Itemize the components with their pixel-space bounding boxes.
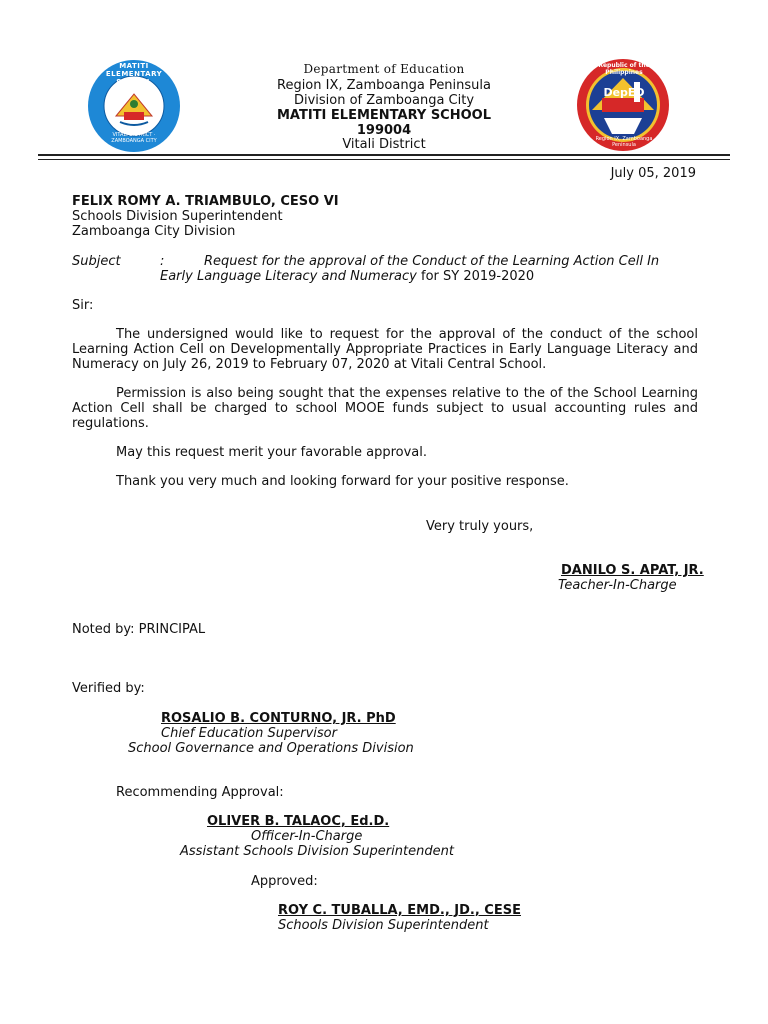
approver-name: ROY C. TUBALLA, EMD., JD., CESE — [278, 903, 521, 918]
header-rule-thick — [38, 154, 730, 156]
body-paragraph-3: May this request merit your favorable approval. — [116, 445, 428, 460]
subject-line-1: Request for the approval of the Conduct of the Learning Action Cell In — [204, 254, 660, 269]
approved-label: Approved: — [251, 874, 318, 889]
recipient-office: Zamboanga City Division — [72, 224, 236, 239]
recommender-title-1: Officer-In-Charge — [251, 829, 363, 844]
subject-line-2 — [160, 269, 534, 284]
recommender-title-2: Assistant Schools Division Superintendent — [180, 844, 454, 859]
verifier-title-2: School Governance and Operations Division — [128, 741, 414, 756]
verifier-name: ROSALIO B. CONTURNO, JR. PhD — [161, 711, 396, 726]
subject-line-2-italic: Early Language Literacy and Numeracy — [160, 269, 417, 284]
right-seal-deped-text: DepED — [603, 86, 645, 99]
salutation: Sir: — [72, 298, 94, 313]
body-paragraph-2: Permission is also being sought that the expenses relative to the of the School Learning Action Cell shall be charged to school MOOE funds subject to usual accounting rules and regulations. — [72, 386, 698, 431]
sender-name: DANILO S. APAT, JR. — [561, 563, 704, 578]
left-seal-subtext: VITALI DISTRICT · ZAMBOANGA CITY — [111, 132, 157, 144]
right-seal-ring-text: Republic of the Philippines — [598, 62, 650, 76]
recommender-name: OLIVER B. TALAOC, Ed.D. — [207, 814, 390, 829]
subject-label: Subject — [72, 254, 121, 269]
verifier-title-1: Chief Education Supervisor — [161, 726, 337, 741]
noted-by: Noted by: PRINCIPAL — [72, 622, 206, 637]
department-heading: Department of Education — [303, 62, 465, 76]
approver-title: Schools Division Superintendent — [278, 918, 489, 933]
body-paragraph-1: The undersigned would like to request for the approval of the conduct of the school Learning Action Cell on Developmentally Appropriate Practices in Early Language Literacy and Numeracy on July 26, 2019 to February 07, 2020 at Vitali Central School. — [72, 327, 698, 372]
right-seal-bottom-text: Region IX, Zamboanga Peninsula — [595, 136, 653, 148]
district-line: Vitali District — [342, 137, 426, 152]
recommending-label: Recommending Approval: — [116, 785, 284, 800]
verified-label: Verified by: — [72, 681, 145, 696]
subject-line-2-rest: for SY 2019-2020 — [416, 269, 535, 284]
body-paragraph-4: Thank you very much and looking forward for your positive response. — [116, 474, 569, 489]
left-seal-ring-text: MATITI ELEMENTARY SCHOOL — [105, 62, 163, 86]
subject-colon: : — [160, 254, 165, 269]
recipient-name: FELIX ROMY A. TRIAMBULO, CESO VI — [72, 194, 339, 209]
letter-date: July 05, 2019 — [610, 166, 696, 181]
division-line: Division of Zamboanga City — [293, 93, 475, 108]
school-id: 199004 — [356, 123, 412, 138]
recipient-title: Schools Division Superintendent — [72, 209, 283, 224]
region-line: Region IX, Zamboanga Peninsula — [277, 78, 491, 93]
closing: Very truly yours, — [426, 519, 534, 534]
header-rule-thin — [38, 159, 730, 160]
school-name: MATITI ELEMENTARY SCHOOL — [277, 108, 491, 123]
sender-title: Teacher-In-Charge — [558, 578, 677, 593]
